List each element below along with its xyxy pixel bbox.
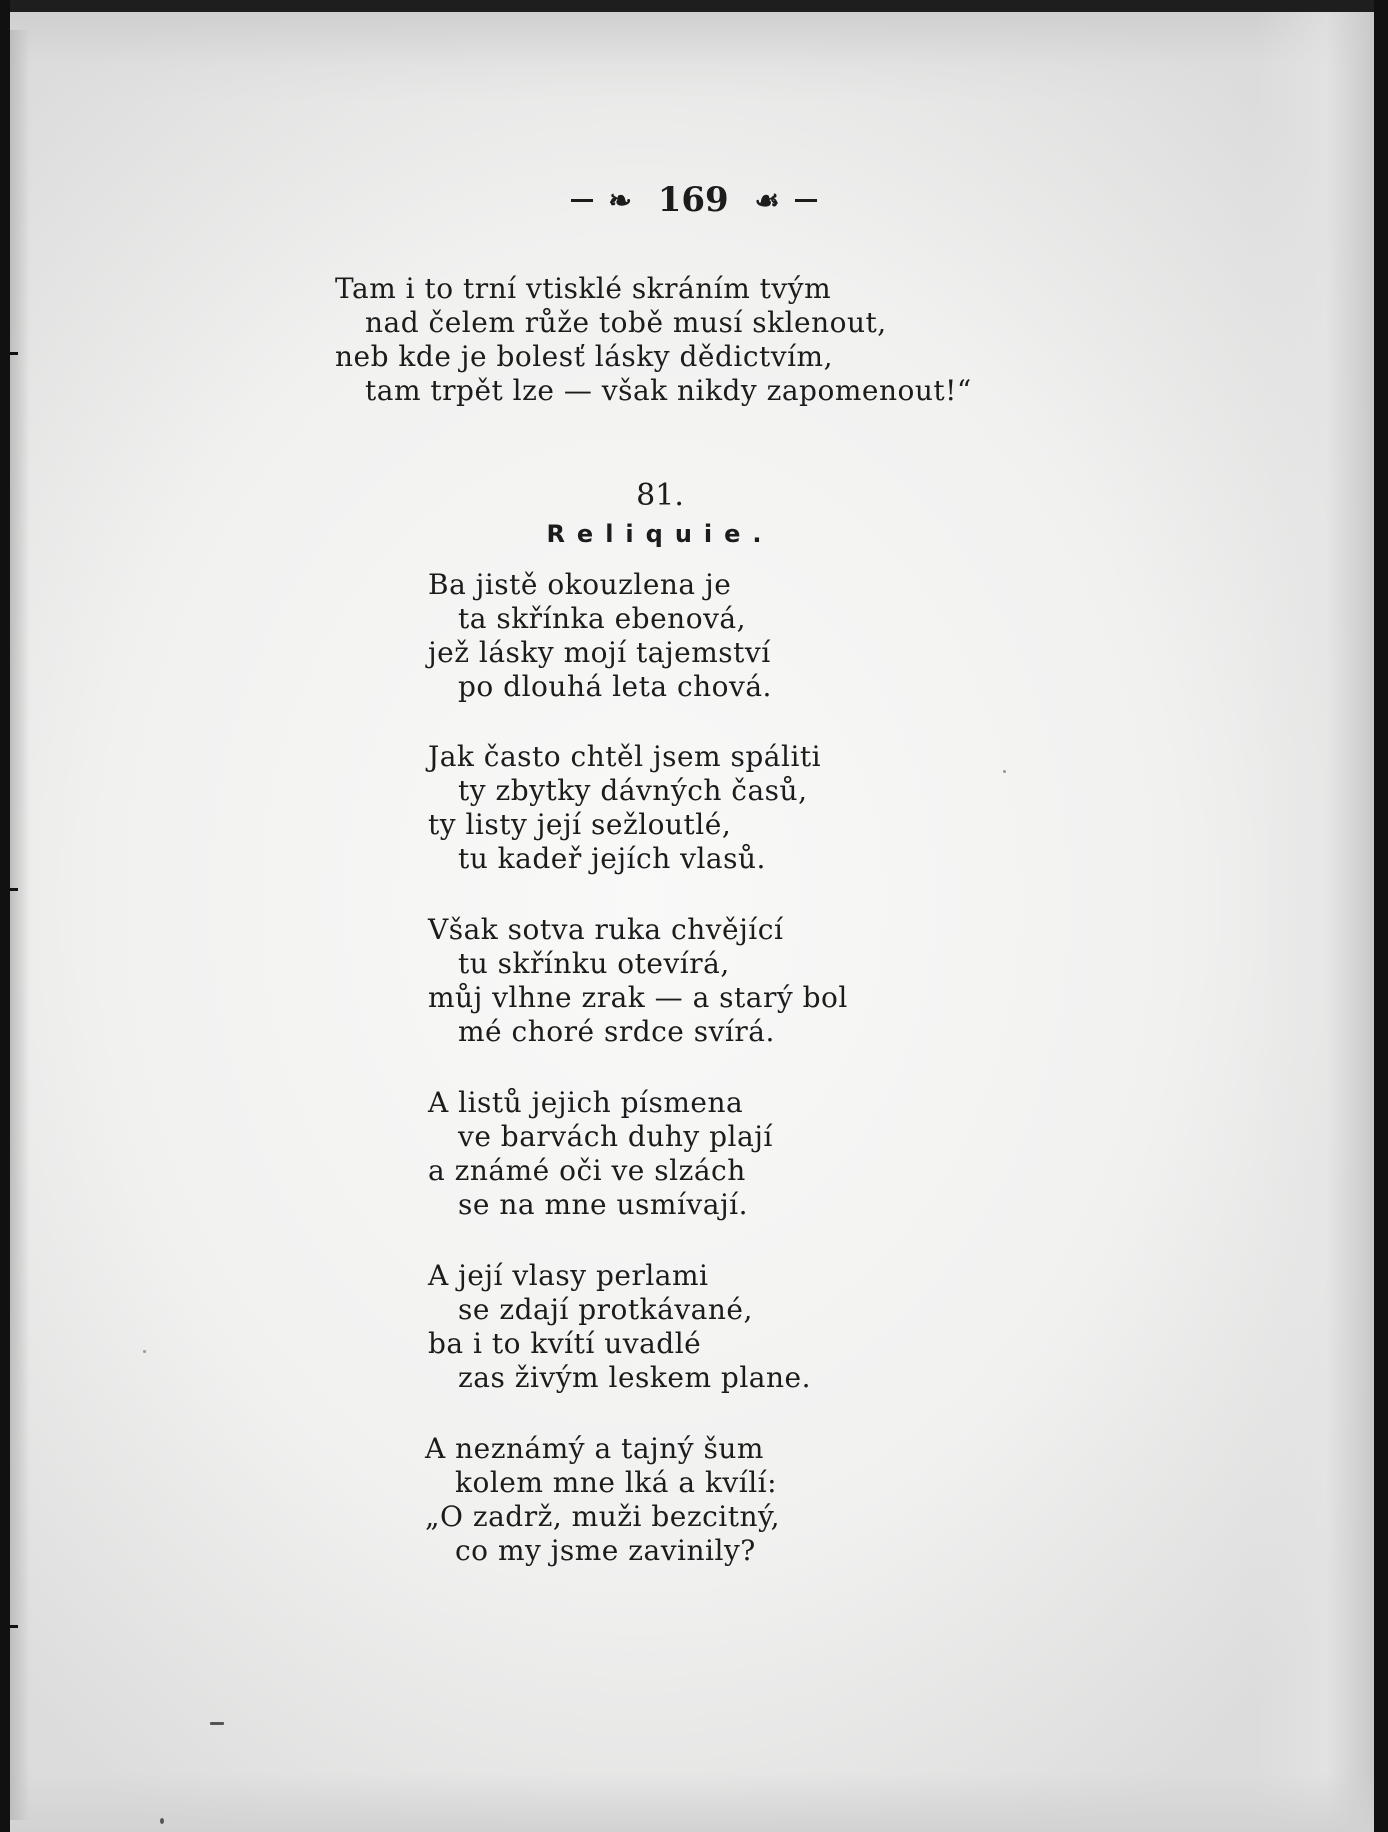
margin-tick	[4, 888, 18, 891]
stanza-3	[428, 913, 848, 1049]
verse-line: a známé oči ve slzách	[428, 1154, 746, 1187]
verse-line: můj vlhne zrak — a starý bol	[428, 981, 848, 1014]
header-rule-left	[571, 199, 593, 202]
verse-line: nad čelem růže tobě musí sklenout,	[365, 306, 887, 339]
verse-line: se zdají protkávané,	[458, 1293, 753, 1326]
verse-line: A její vlasy perlami	[428, 1259, 709, 1292]
verse-line: Však sotva ruka chvějící	[428, 913, 784, 946]
verse-line: tu skřínku otevírá,	[458, 947, 730, 980]
previous-poem-ending	[335, 272, 972, 408]
verse-line: „O zadrž, muži bezcitný,	[425, 1500, 781, 1533]
stanza-1	[428, 568, 772, 704]
header-rule-right	[795, 199, 817, 202]
verse-line: A listů jejich písmena	[428, 1086, 744, 1119]
scan-speck	[1003, 770, 1006, 773]
verse-line: Tam i to trní vtisklé skráním tvým	[335, 272, 832, 305]
verse-line: ba i to kvítí uvadlé	[428, 1327, 702, 1360]
verse-line: ty zbytky dávných časů,	[458, 774, 808, 807]
verse-line: jež lásky mojí tajemství	[428, 636, 771, 669]
verse-line: tu kadeř jejích vlasů.	[458, 842, 766, 875]
verse-line: A neznámý a tajný šum	[425, 1432, 764, 1465]
scan-speck	[160, 1818, 164, 1824]
verse-line: co my jsme zavinily?	[455, 1534, 756, 1567]
scan-speck	[143, 1350, 146, 1353]
ornament-left-icon: ❧	[608, 183, 632, 217]
page-number: 169	[657, 180, 729, 220]
poem-number: 81.	[636, 478, 684, 513]
verse-line: se na mne usmívají.	[458, 1188, 748, 1221]
left-border	[0, 0, 10, 1832]
bottom-shadow	[0, 1772, 1388, 1832]
verse-line: ty listy její sežloutlé,	[428, 808, 732, 841]
verse-line: mé choré srdce svírá.	[458, 1015, 775, 1048]
verse-line: Jak často chtěl jsem spáliti	[428, 740, 822, 773]
ornament-right-icon: ☙	[754, 183, 780, 217]
verse-line: Ba jistě okouzlena je	[428, 568, 732, 601]
stanza-6	[425, 1432, 780, 1568]
left-shadow	[10, 30, 30, 1820]
verse-line: tam trpět lze — však nikdy zapomenout!“	[365, 374, 972, 407]
page-header	[0, 178, 1388, 220]
verse-line: ve barvách duhy plají	[458, 1120, 773, 1153]
margin-tick	[4, 1625, 18, 1628]
poem-title: Reliquie.	[546, 520, 774, 548]
verse-line: zas živým leskem plane.	[458, 1361, 811, 1394]
right-border	[1374, 0, 1388, 1832]
top-border	[0, 0, 1388, 12]
stanza-2	[428, 740, 821, 876]
margin-tick	[4, 352, 18, 355]
right-shadow	[1254, 0, 1374, 1832]
verse-line: kolem mne lká a kvílí:	[455, 1466, 778, 1499]
scan-speck	[210, 1722, 224, 1725]
verse-line: po dlouhá leta chová.	[458, 670, 772, 703]
top-shadow	[0, 12, 1388, 102]
stanza-4	[428, 1086, 773, 1222]
stanza-5	[428, 1259, 811, 1395]
verse-line: neb kde je bolesť lásky dědictvím,	[335, 340, 834, 373]
verse-line: ta skřínka ebenová,	[458, 602, 746, 635]
